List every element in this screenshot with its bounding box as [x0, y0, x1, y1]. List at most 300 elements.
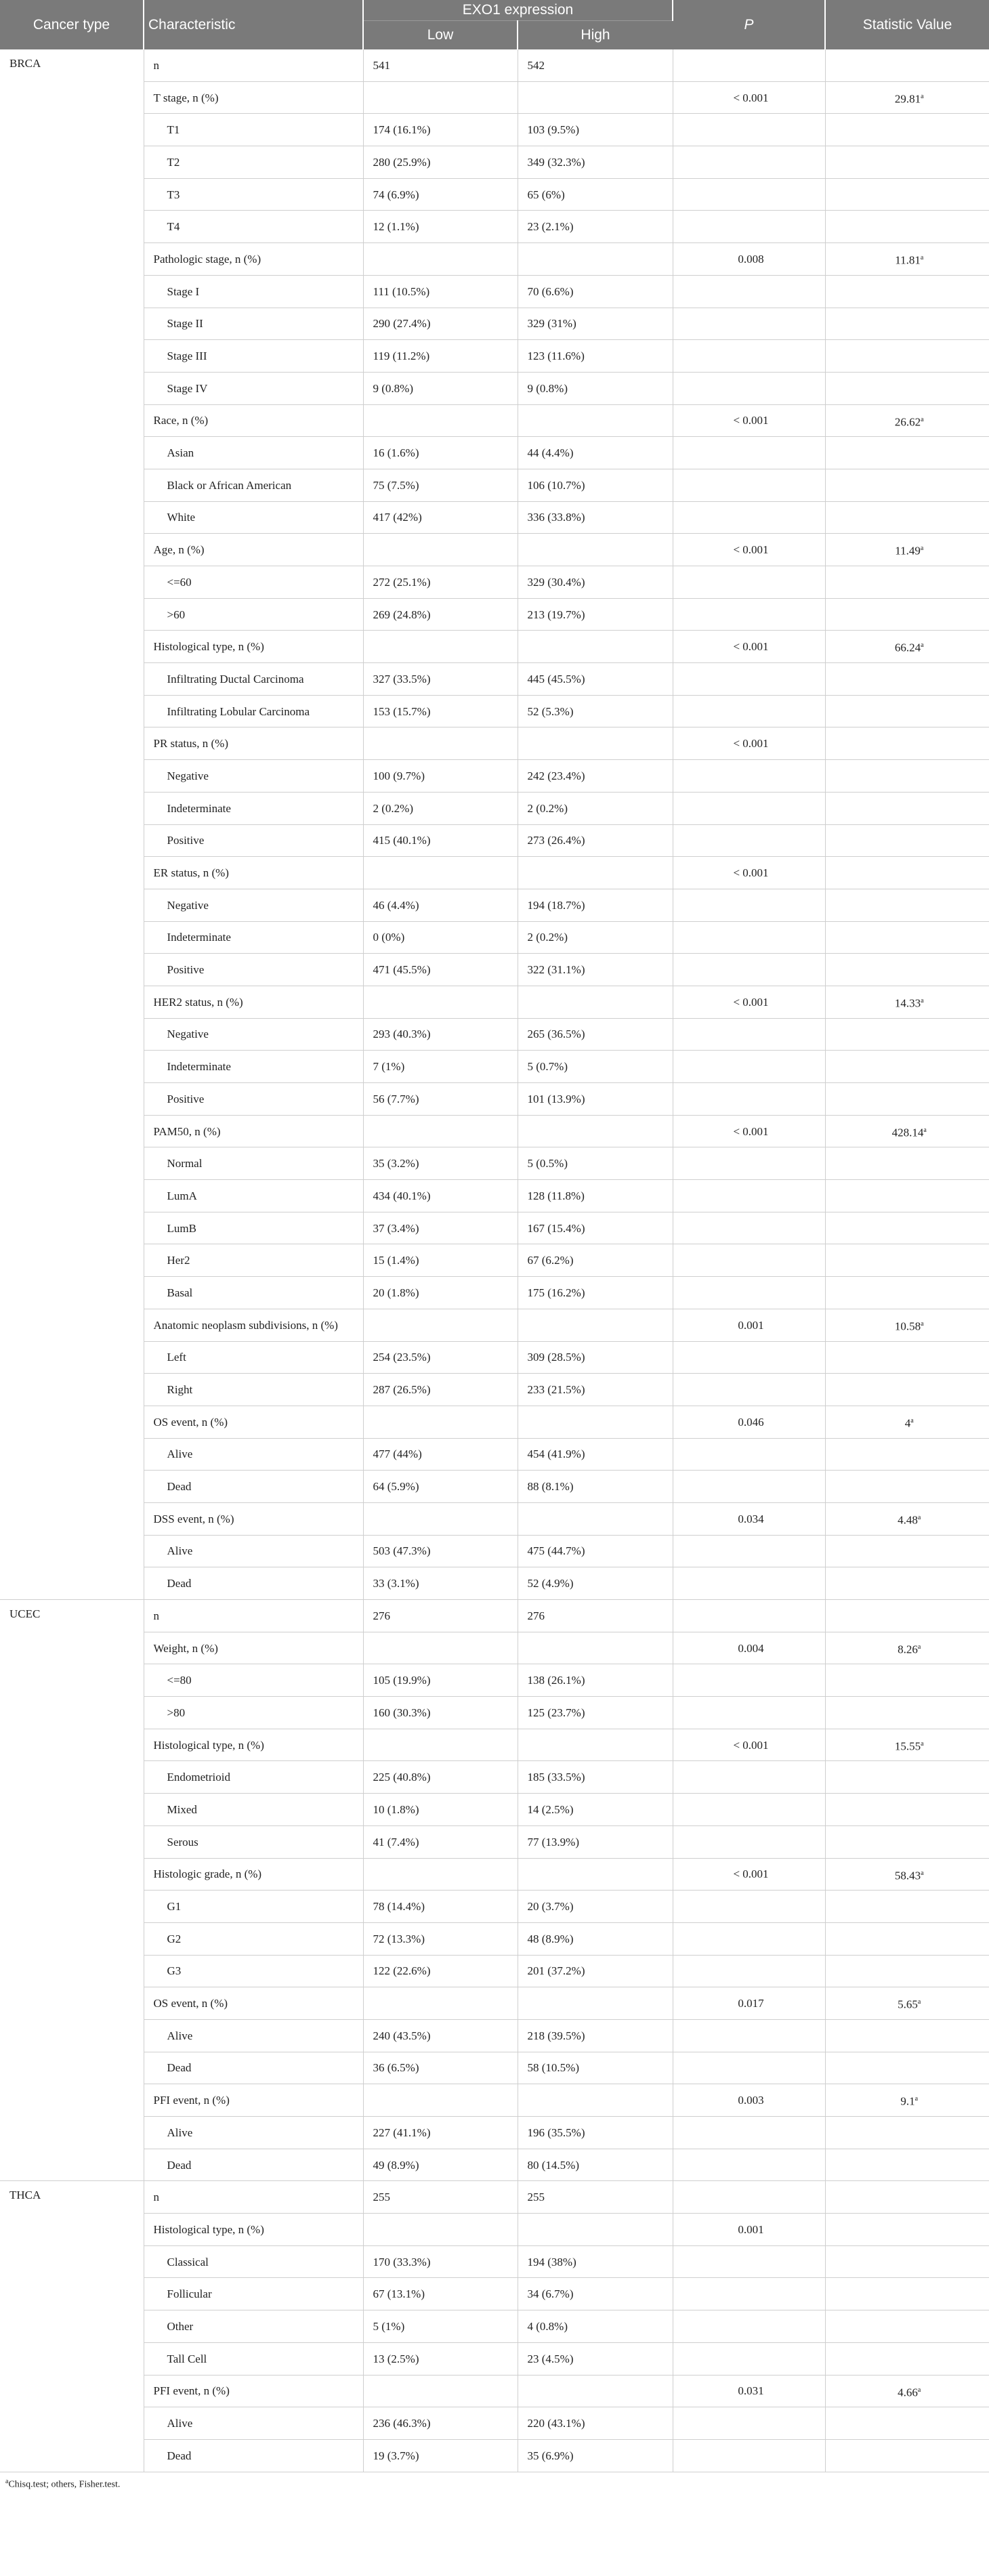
- low-value-cell: 74 (6.9%): [363, 178, 518, 211]
- statistic-value-cell: [825, 598, 989, 631]
- high-value-cell: 67 (6.2%): [518, 1244, 673, 1277]
- high-value-cell: 329 (30.4%): [518, 566, 673, 599]
- statistic-value-cell: [825, 178, 989, 211]
- p-value-cell: [673, 1761, 825, 1794]
- chisq-marker: a: [921, 415, 924, 423]
- statistic-value: 10.58: [894, 1319, 921, 1333]
- chisq-marker: a: [921, 1739, 924, 1748]
- table-row: [0, 2052, 989, 2084]
- high-value-cell: 88 (8.1%): [518, 1471, 673, 1503]
- statistic-value-cell: [825, 954, 989, 986]
- p-value-cell: 0.046: [673, 1406, 825, 1438]
- table-row: [0, 2407, 989, 2440]
- p-value-cell: [673, 1180, 825, 1212]
- p-value-cell: < 0.001: [673, 1858, 825, 1891]
- statistic-value-cell: [825, 1794, 989, 1826]
- low-value-cell: 122 (22.6%): [363, 1955, 518, 1987]
- statistic-value-cell: [825, 501, 989, 534]
- p-value-cell: 0.001: [673, 1309, 825, 1341]
- table-row: [0, 1341, 989, 1374]
- statistic-value-cell: [825, 663, 989, 696]
- footnote-marker: a: [5, 2477, 9, 2485]
- low-value-cell: 236 (46.3%): [363, 2407, 518, 2440]
- low-value-cell: 78 (14.4%): [363, 1891, 518, 1923]
- high-value-cell: 65 (6%): [518, 178, 673, 211]
- high-value-cell: 276: [518, 1600, 673, 1632]
- table-row: [0, 598, 989, 631]
- characteristic-cell: Mixed: [144, 1794, 363, 1826]
- statistic-value: 26.62: [894, 415, 921, 429]
- characteristic-cell: Her2: [144, 1244, 363, 1277]
- p-value-cell: [673, 1212, 825, 1244]
- statistic-value-cell: [825, 1471, 989, 1503]
- p-value-cell: [673, 1083, 825, 1116]
- statistic-value-cell: [825, 1858, 989, 1891]
- statistic-value-cell: [825, 1761, 989, 1794]
- statistic-value-cell: [825, 1115, 989, 1147]
- low-value-cell: 36 (6.5%): [363, 2052, 518, 2084]
- high-value-cell: [518, 986, 673, 1018]
- low-value-cell: 33 (3.1%): [363, 1567, 518, 1600]
- low-value-cell: 2 (0.2%): [363, 792, 518, 824]
- cancer-type-cell: UCEC: [0, 1600, 144, 2181]
- p-value-cell: < 0.001: [673, 404, 825, 437]
- p-value-cell: 0.001: [673, 2214, 825, 2246]
- statistic-value-cell: [825, 921, 989, 954]
- table-row: [0, 1147, 989, 1180]
- high-value-cell: 123 (11.6%): [518, 340, 673, 373]
- p-value-cell: [673, 598, 825, 631]
- characteristic-cell: >60: [144, 598, 363, 631]
- high-value-cell: 138 (26.1%): [518, 1664, 673, 1697]
- high-value-cell: 52 (5.3%): [518, 695, 673, 727]
- table-row: [0, 275, 989, 308]
- statistic-value-cell: [825, 1697, 989, 1729]
- p-value-cell: 0.017: [673, 1987, 825, 2020]
- low-value-cell: 174 (16.1%): [363, 114, 518, 146]
- table-row: [0, 178, 989, 211]
- characteristic-cell: Other: [144, 2310, 363, 2343]
- high-value-cell: 220 (43.1%): [518, 2407, 673, 2440]
- statistic-value-cell: [825, 1891, 989, 1923]
- high-value-cell: [518, 404, 673, 437]
- p-value-cell: [673, 114, 825, 146]
- table-row: [0, 2375, 989, 2407]
- high-value-cell: 128 (11.8%): [518, 1180, 673, 1212]
- high-value-cell: 273 (26.4%): [518, 824, 673, 857]
- high-value-cell: 80 (14.5%): [518, 2149, 673, 2181]
- high-value-cell: [518, 2214, 673, 2246]
- table-row: [0, 2214, 989, 2246]
- characteristic-cell: G2: [144, 1922, 363, 1955]
- characteristic-cell: Infiltrating Ductal Carcinoma: [144, 663, 363, 696]
- chisq-marker: a: [920, 545, 924, 553]
- low-value-cell: [363, 1858, 518, 1891]
- p-value-cell: < 0.001: [673, 857, 825, 889]
- low-value-cell: 280 (25.9%): [363, 146, 518, 179]
- p-value-cell: [673, 954, 825, 986]
- low-value-cell: [363, 404, 518, 437]
- table-row: [0, 857, 989, 889]
- statistic-value-cell: [825, 1277, 989, 1309]
- p-value-cell: [673, 566, 825, 599]
- low-value-cell: [363, 1729, 518, 1761]
- low-value-cell: [363, 986, 518, 1018]
- statistic-value: 9.1: [900, 2094, 915, 2108]
- characteristic-cell: PFI event, n (%): [144, 2084, 363, 2117]
- high-value-cell: 70 (6.6%): [518, 275, 673, 308]
- characteristic-cell: ER status, n (%): [144, 857, 363, 889]
- table-row: [0, 1244, 989, 1277]
- low-value-cell: [363, 243, 518, 276]
- chisq-marker: a: [917, 1998, 921, 2006]
- p-value-cell: [673, 469, 825, 501]
- high-value-cell: 5 (0.7%): [518, 1051, 673, 1083]
- characteristic-cell: LumA: [144, 1180, 363, 1212]
- chisq-marker: a: [923, 1126, 927, 1134]
- statistic-value-cell: [825, 404, 989, 437]
- statistic-value-cell: [825, 1664, 989, 1697]
- table-row: [0, 2439, 989, 2472]
- p-value-cell: 0.034: [673, 1502, 825, 1535]
- statistic-value-cell: [825, 1212, 989, 1244]
- high-value-cell: [518, 1858, 673, 1891]
- statistic-value-cell: [825, 211, 989, 243]
- statistic-value-cell: [825, 2117, 989, 2149]
- high-value-cell: 185 (33.5%): [518, 1761, 673, 1794]
- statistic-value-cell: [825, 1632, 989, 1664]
- high-value-cell: 255: [518, 2181, 673, 2214]
- characteristic-cell: G3: [144, 1955, 363, 1987]
- high-value-cell: 20 (3.7%): [518, 1891, 673, 1923]
- statistic-value-cell: [825, 1341, 989, 1374]
- table-row: [0, 340, 989, 373]
- table-row: [0, 986, 989, 1018]
- statistic-value-cell: [825, 81, 989, 114]
- characteristic-cell: White: [144, 501, 363, 534]
- p-value-cell: [673, 2342, 825, 2375]
- statistic-value: 4.66: [898, 2386, 918, 2399]
- table-row: [0, 437, 989, 469]
- high-value-cell: 542: [518, 49, 673, 81]
- table-row: [0, 2117, 989, 2149]
- low-value-cell: 64 (5.9%): [363, 1471, 518, 1503]
- table-row: [0, 631, 989, 663]
- low-value-cell: 290 (27.4%): [363, 308, 518, 340]
- statistic-value-cell: [825, 1567, 989, 1600]
- characteristic-cell: <=80: [144, 1664, 363, 1697]
- p-value-cell: [673, 889, 825, 921]
- statistic-value-cell: [825, 889, 989, 921]
- high-value-cell: 265 (36.5%): [518, 1018, 673, 1051]
- table-row: [0, 2310, 989, 2343]
- p-value-cell: [673, 2149, 825, 2181]
- characteristic-cell: OS event, n (%): [144, 1406, 363, 1438]
- p-value-cell: [673, 1147, 825, 1180]
- chisq-marker: a: [921, 1319, 924, 1328]
- p-value-cell: 0.008: [673, 243, 825, 276]
- high-value-cell: 2 (0.2%): [518, 921, 673, 954]
- characteristic-cell: PFI event, n (%): [144, 2375, 363, 2407]
- table-row: [0, 1406, 989, 1438]
- characteristic-cell: Positive: [144, 954, 363, 986]
- statistic-value-cell: [825, 792, 989, 824]
- p-value-cell: [673, 792, 825, 824]
- p-value-cell: [673, 1891, 825, 1923]
- statistic-value-cell: [825, 1600, 989, 1632]
- p-value-cell: [673, 340, 825, 373]
- characteristic-cell: Serous: [144, 1825, 363, 1858]
- chisq-marker: a: [921, 1869, 924, 1877]
- chisq-marker: a: [910, 1416, 914, 1424]
- high-value-cell: 329 (31%): [518, 308, 673, 340]
- statistic-value-cell: [825, 1051, 989, 1083]
- p-value-cell: [673, 1244, 825, 1277]
- statistic-value-cell: [825, 1535, 989, 1567]
- table-row: [0, 1502, 989, 1535]
- p-value-cell: < 0.001: [673, 1115, 825, 1147]
- table-row: [0, 2278, 989, 2310]
- characteristic-cell: Alive: [144, 1535, 363, 1567]
- high-value-cell: 242 (23.4%): [518, 760, 673, 793]
- low-value-cell: 12 (1.1%): [363, 211, 518, 243]
- high-value-cell: [518, 2084, 673, 2117]
- p-value-cell: [673, 437, 825, 469]
- characteristic-cell: Histological type, n (%): [144, 631, 363, 663]
- characteristic-cell: Alive: [144, 2019, 363, 2052]
- characteristic-cell: LumB: [144, 1212, 363, 1244]
- p-value-cell: [673, 2181, 825, 2214]
- p-value-cell: [673, 1471, 825, 1503]
- p-value-cell: [673, 1825, 825, 1858]
- statistic-value-cell: [825, 1955, 989, 1987]
- p-value-cell: < 0.001: [673, 81, 825, 114]
- low-value-cell: 415 (40.1%): [363, 824, 518, 857]
- high-value-cell: 58 (10.5%): [518, 2052, 673, 2084]
- low-value-cell: [363, 534, 518, 566]
- table-row: [0, 1180, 989, 1212]
- low-value-cell: 227 (41.1%): [363, 2117, 518, 2149]
- high-value-cell: [518, 1115, 673, 1147]
- characteristic-cell: Black or African American: [144, 469, 363, 501]
- statistic-value: 428.14: [891, 1126, 924, 1139]
- low-value-cell: 105 (19.9%): [363, 1664, 518, 1697]
- high-value-cell: [518, 81, 673, 114]
- characteristic-cell: Positive: [144, 1083, 363, 1116]
- low-value-cell: [363, 2214, 518, 2246]
- characteristic-cell: Asian: [144, 437, 363, 469]
- characteristic-cell: Stage III: [144, 340, 363, 373]
- statistic-value-cell: [825, 1083, 989, 1116]
- statistic-value-cell: [825, 1147, 989, 1180]
- statistic-value-cell: [825, 114, 989, 146]
- statistic-value-cell: [825, 1987, 989, 2020]
- high-value-cell: 48 (8.9%): [518, 1922, 673, 1955]
- header-characteristic: Characteristic: [144, 0, 363, 49]
- statistic-value-cell: [825, 2019, 989, 2052]
- table-row: [0, 921, 989, 954]
- statistic-value-cell: [825, 631, 989, 663]
- low-value-cell: 225 (40.8%): [363, 1761, 518, 1794]
- table-row: [0, 534, 989, 566]
- statistic-value: 4.48: [898, 1513, 918, 1527]
- p-value-cell: 0.003: [673, 2084, 825, 2117]
- low-value-cell: [363, 1406, 518, 1438]
- table-row: [0, 2342, 989, 2375]
- characteristic-cell: T2: [144, 146, 363, 179]
- p-value-cell: [673, 1277, 825, 1309]
- statistic-value-cell: [825, 243, 989, 276]
- statistic-value-cell: [825, 340, 989, 373]
- p-value-cell: 0.004: [673, 1632, 825, 1664]
- table-row: [0, 792, 989, 824]
- characteristic-cell: Indeterminate: [144, 792, 363, 824]
- characteristic-cell: Left: [144, 1341, 363, 1374]
- table-row: [0, 1212, 989, 1244]
- table-row: [0, 1567, 989, 1600]
- high-value-cell: 213 (19.7%): [518, 598, 673, 631]
- statistic-value-cell: [825, 2214, 989, 2246]
- table-row: [0, 2084, 989, 2117]
- characteristic-cell: n: [144, 49, 363, 81]
- table-row: [0, 1535, 989, 1567]
- statistic-value-cell: [825, 2407, 989, 2440]
- characteristic-cell: Histological type, n (%): [144, 2214, 363, 2246]
- statistic-value-cell: [825, 695, 989, 727]
- high-value-cell: 14 (2.5%): [518, 1794, 673, 1826]
- high-value-cell: 194 (18.7%): [518, 889, 673, 921]
- table-row: [0, 2181, 989, 2214]
- characteristic-cell: PR status, n (%): [144, 727, 363, 760]
- table-row: [0, 1083, 989, 1116]
- p-value-cell: 0.031: [673, 2375, 825, 2407]
- statistic-value-cell: [825, 49, 989, 81]
- header-high: High: [518, 21, 673, 50]
- cancer-type-cell: BRCA: [0, 49, 144, 1600]
- high-value-cell: 44 (4.4%): [518, 437, 673, 469]
- characteristic-cell: Stage IV: [144, 372, 363, 404]
- statistic-value-cell: [825, 2342, 989, 2375]
- high-value-cell: 194 (38%): [518, 2245, 673, 2278]
- p-value-cell: < 0.001: [673, 631, 825, 663]
- header-cancer-type: Cancer type: [0, 0, 144, 49]
- low-value-cell: 35 (3.2%): [363, 1147, 518, 1180]
- table-row: [0, 1858, 989, 1891]
- p-value-cell: [673, 2245, 825, 2278]
- characteristic-cell: T stage, n (%): [144, 81, 363, 114]
- table-row: [0, 1697, 989, 1729]
- statistic-value-cell: [825, 1438, 989, 1471]
- high-value-cell: 309 (28.5%): [518, 1341, 673, 1374]
- table-row: [0, 663, 989, 696]
- table-row: [0, 1761, 989, 1794]
- low-value-cell: [363, 2375, 518, 2407]
- table-row: [0, 1955, 989, 1987]
- statistic-value: 15.55: [894, 1739, 921, 1753]
- low-value-cell: 434 (40.1%): [363, 1180, 518, 1212]
- high-value-cell: 336 (33.8%): [518, 501, 673, 534]
- table-row: [0, 501, 989, 534]
- characteristic-cell: Dead: [144, 2052, 363, 2084]
- characteristic-cell: Endometrioid: [144, 1761, 363, 1794]
- table-row: [0, 1309, 989, 1341]
- characteristic-cell: Alive: [144, 1438, 363, 1471]
- high-value-cell: 349 (32.3%): [518, 146, 673, 179]
- high-value-cell: 445 (45.5%): [518, 663, 673, 696]
- high-value-cell: 9 (0.8%): [518, 372, 673, 404]
- table-row: [0, 114, 989, 146]
- statistic-value-cell: [825, 2084, 989, 2117]
- statistic-value: 11.49: [895, 544, 921, 557]
- characteristic-cell: Pathologic stage, n (%): [144, 243, 363, 276]
- high-value-cell: 77 (13.9%): [518, 1825, 673, 1858]
- low-value-cell: [363, 1987, 518, 2020]
- high-value-cell: [518, 243, 673, 276]
- characteristic-cell: Race, n (%): [144, 404, 363, 437]
- characteristic-cell: Follicular: [144, 2278, 363, 2310]
- high-value-cell: [518, 727, 673, 760]
- statistic-value: 8.26: [898, 1643, 918, 1656]
- characteristic-cell: PAM50, n (%): [144, 1115, 363, 1147]
- low-value-cell: 67 (13.1%): [363, 2278, 518, 2310]
- characteristic-cell: Right: [144, 1374, 363, 1406]
- high-value-cell: 322 (31.1%): [518, 954, 673, 986]
- statistic-value-cell: [825, 2375, 989, 2407]
- chisq-marker: a: [920, 254, 924, 262]
- low-value-cell: 13 (2.5%): [363, 2342, 518, 2375]
- low-value-cell: 41 (7.4%): [363, 1825, 518, 1858]
- low-value-cell: 49 (8.9%): [363, 2149, 518, 2181]
- characteristic-cell: HER2 status, n (%): [144, 986, 363, 1018]
- statistic-value-cell: [825, 566, 989, 599]
- table-row: [0, 243, 989, 276]
- table-row: [0, 824, 989, 857]
- low-value-cell: [363, 857, 518, 889]
- chisq-marker: a: [917, 1643, 921, 1651]
- characteristic-cell: Alive: [144, 2407, 363, 2440]
- high-value-cell: 201 (37.2%): [518, 1955, 673, 1987]
- table-row: [0, 1729, 989, 1761]
- statistic-value-cell: [825, 534, 989, 566]
- p-value-cell: < 0.001: [673, 986, 825, 1018]
- table-row: [0, 1664, 989, 1697]
- table-row: [0, 211, 989, 243]
- low-value-cell: 254 (23.5%): [363, 1341, 518, 1374]
- high-value-cell: 23 (4.5%): [518, 2342, 673, 2375]
- statistic-value: 58.43: [894, 1869, 921, 1882]
- statistic-value-cell: [825, 2278, 989, 2310]
- low-value-cell: 255: [363, 2181, 518, 2214]
- low-value-cell: 276: [363, 1600, 518, 1632]
- low-value-cell: 16 (1.6%): [363, 437, 518, 469]
- characteristic-cell: Dead: [144, 1567, 363, 1600]
- characteristic-cell: Indeterminate: [144, 1051, 363, 1083]
- table-row: [0, 695, 989, 727]
- table-row: [0, 1277, 989, 1309]
- chisq-marker: a: [917, 1513, 921, 1521]
- table-row: [0, 760, 989, 793]
- characteristic-cell: Positive: [144, 824, 363, 857]
- p-value-cell: [673, 308, 825, 340]
- characteristic-cell: Infiltrating Lobular Carcinoma: [144, 695, 363, 727]
- statistic-value-cell: [825, 1502, 989, 1535]
- high-value-cell: [518, 1632, 673, 1664]
- table-row: [0, 1051, 989, 1083]
- low-value-cell: 287 (26.5%): [363, 1374, 518, 1406]
- characteristic-cell: n: [144, 1600, 363, 1632]
- characteristic-cell: >80: [144, 1697, 363, 1729]
- p-value-cell: [673, 2439, 825, 2472]
